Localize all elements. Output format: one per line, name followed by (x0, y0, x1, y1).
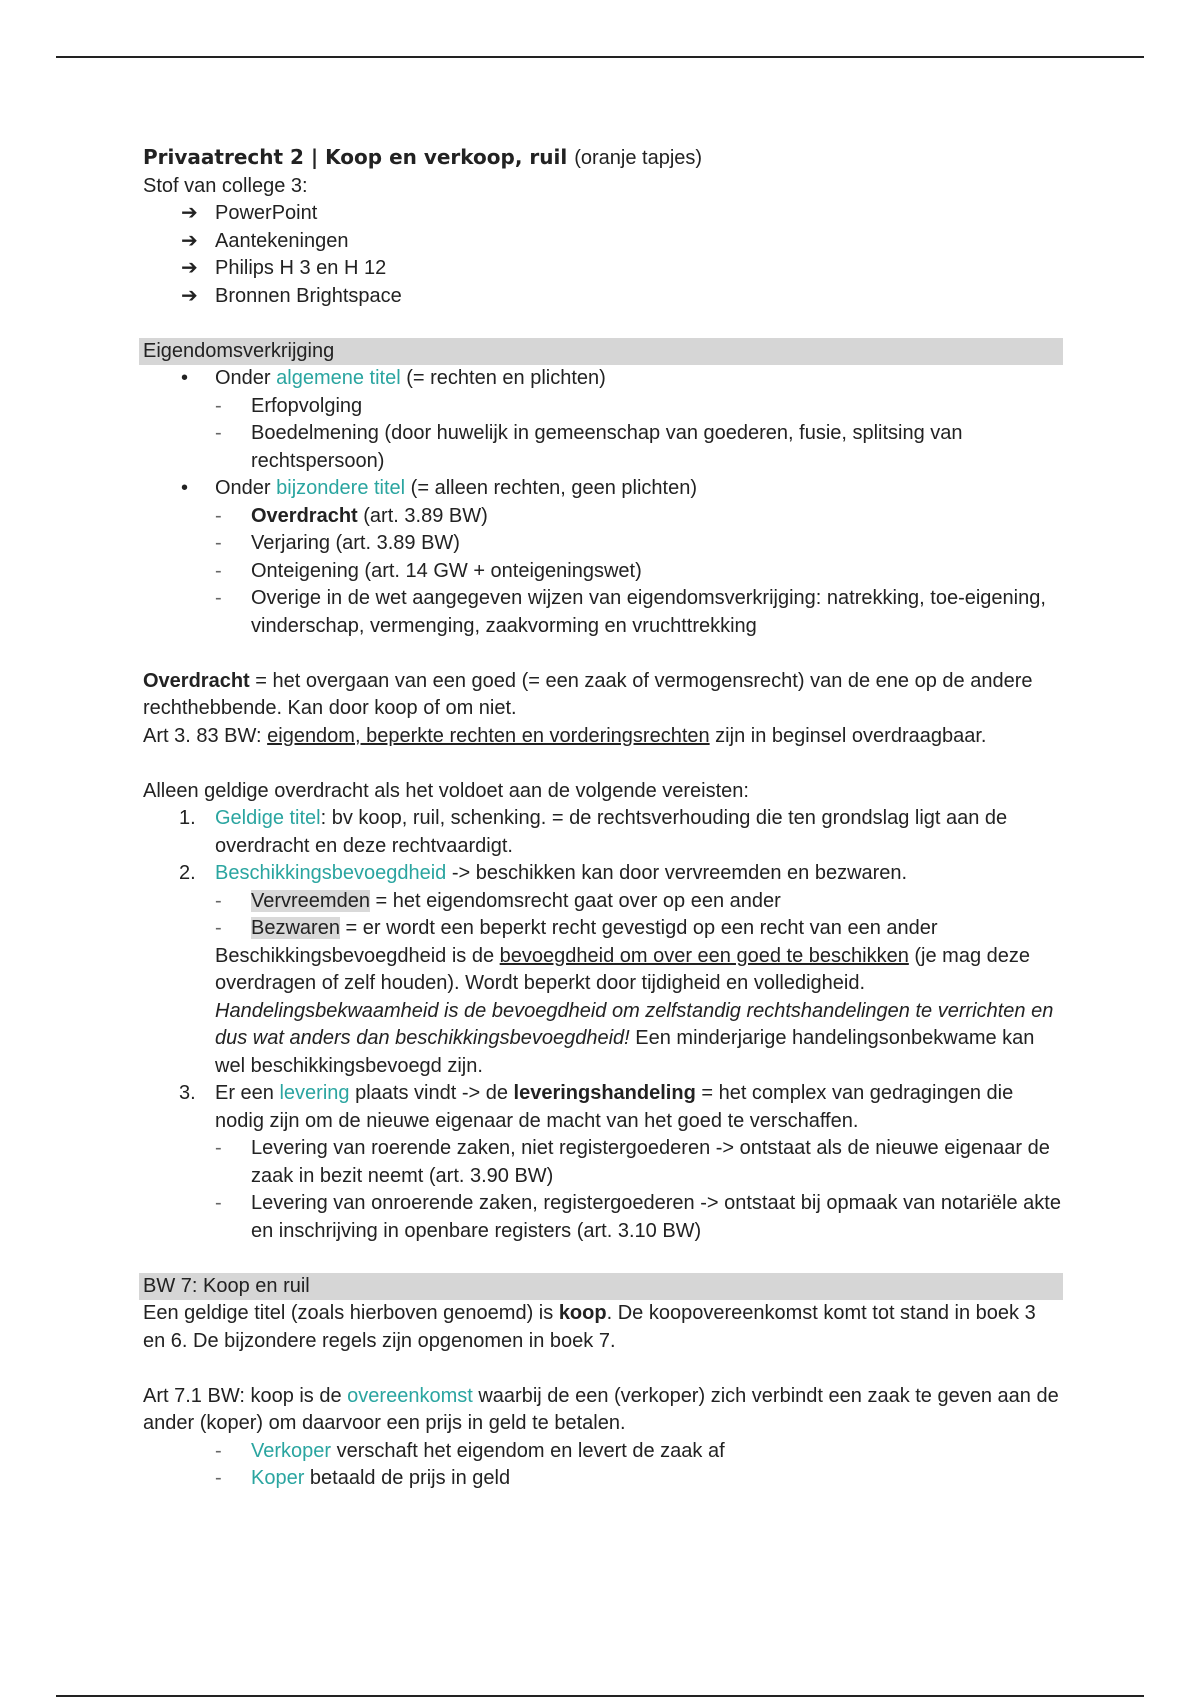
dash-icon: - (215, 532, 222, 554)
numbered-item: 1. Geldige titel: bv koop, ruil, schenking. = de rechtsverhouding die ten grondslag ligt aan de overdracht en deze rechtvaardigt. (179, 807, 1008, 857)
dash-icon: - (215, 559, 222, 582)
arrow-icon: ➔ (181, 202, 198, 224)
list-item: ➔ PowerPoint (143, 200, 1063, 228)
list-item: ➔ Aantekeningen (143, 228, 1063, 256)
dash-icon: - (215, 504, 222, 527)
list-item: ➔ Bronnen Brightspace (143, 283, 1063, 311)
vereisten-intro: Alleen geldige overdracht als het voldoet aan de volgende vereisten: (143, 779, 749, 802)
dash-icon: - (215, 1467, 222, 1489)
dash-icon: - (215, 422, 222, 444)
bw7-paragraph-2: Art 7.1 BW: koop is de overeenkomst waarbij de een (verkoper) zich verbindt een zaak te geven aan de ander (koper) om daarvoor een prijs in geld te betalen. (143, 1384, 1059, 1434)
section-heading-bw7: BW 7: Koop en ruil (139, 1273, 1063, 1301)
term-algemene-titel: algemene titel (276, 367, 401, 389)
dash-icon: - (215, 1439, 222, 1462)
term-koper: Koper (251, 1467, 305, 1489)
bullet-icon: • (181, 477, 189, 499)
list-item: - Overdracht (art. 3.89 BW) (143, 503, 1063, 531)
term-bijzondere-titel: bijzondere titel (276, 477, 406, 499)
dash-icon: - (215, 1137, 222, 1159)
arrow-icon: ➔ (181, 257, 198, 279)
term-levering: levering (279, 1082, 350, 1104)
list-item: - Erfopvolging (143, 393, 1063, 421)
title-note: (oranje tapjes) (574, 147, 703, 169)
term-geldige-titel: Geldige titel (215, 807, 321, 829)
arrow-icon: ➔ (181, 229, 198, 252)
numbered-item: 2. Beschikkingsbevoegdheid -> beschikken kan door vervreemden en bezwaren. (179, 862, 908, 884)
article-3-83: Art 3. 83 BW: eigendom, beperkte rechten en vorderingsrechten zijn in beginsel overdraagbaar. (143, 724, 987, 747)
bottom-rule (56, 1695, 1144, 1697)
list-item: - Boedelmening (door huwelijk in gemeenschap van goederen, fusie, splitsing van rechtspersoon) (215, 422, 963, 472)
term-beschikkingsbevoegdheid: Beschikkingsbevoegdheid (215, 862, 447, 884)
dash-icon: - (215, 394, 222, 417)
dash-icon: - (215, 917, 222, 939)
intro-heading: Stof van college 3: (143, 174, 308, 197)
page-title: Privaatrecht 2 | Koop en verkoop, ruil (oranje tapjes) (143, 145, 703, 169)
term-verkoper: Verkoper (251, 1439, 332, 1462)
arrow-icon: ➔ (181, 284, 198, 307)
list-item: • Onder bijzondere titel (= alleen rechten, geen plichten) (143, 475, 1063, 503)
numbered-item: 3. Er een levering plaats vindt -> de leveringshandeling = het complex van gedragingen die nodig zijn om de nieuwe eigenaar de macht van het goed te verschaffen. (179, 1082, 1014, 1132)
beschikking-paragraph: Beschikkingsbevoegdheid is de bevoegdheid om over een goed te beschikken (je mag deze overdragen of zelf houden). Wordt beperkt door tijdigheid en volledigheid. Handelingsbekwaamheid is de bevoegdheid om zelfstandig rechtshandelingen te verrichten en dus wat anders dan beschikkingsbevoegdheid! Een minderjarige handelingsonbekwame kan wel beschikkingsbevoegd zijn. (215, 944, 1054, 1077)
bullet-icon: • (181, 367, 189, 389)
dash-icon: - (215, 587, 222, 609)
list-item: • Onder algemene titel (= rechten en plichten) (143, 365, 1063, 393)
list-item: - Verjaring (art. 3.89 BW) (143, 530, 1063, 558)
list-item: - Levering van onroerende zaken, registergoederen -> ontstaat bij opmaak van notariële akte en inschrijving in openbare registers (art. 3.10 BW) (215, 1192, 1061, 1242)
list-item: ➔ Philips H 3 en H 12 (143, 255, 1063, 283)
list-item: - Verkoper verschaft het eigendom en levert de zaak af (143, 1438, 1063, 1466)
top-rule (56, 56, 1144, 58)
dash-icon: - (215, 889, 222, 912)
list-item: - Vervreemden = het eigendomsrecht gaat over op een ander (143, 888, 1063, 916)
bw7-paragraph-1: Een geldige titel (zoals hierboven genoemd) is koop. De koopovereenkomst komt tot stand in boek 3 en 6. De bijzondere regels zijn opgenomen in boek 7. (143, 1302, 1036, 1352)
overdracht-definition: Overdracht = het overgaan van een goed (= een zaak of vermogensrecht) van de ene op de andere rechthebbende. Kan door koop of om niet. (143, 669, 1033, 719)
list-item: - Levering van roerende zaken, niet registergoederen -> ontstaat als de nieuwe eigenaar de zaak in bezit neemt (art. 3.90 BW) (215, 1137, 1050, 1187)
dash-icon: - (215, 1192, 222, 1214)
list-item: - Koper betaald de prijs in geld (143, 1465, 1063, 1493)
term-overeenkomst: overeenkomst (347, 1384, 473, 1407)
list-item: - Onteigening (art. 14 GW + onteigeningswet) (143, 558, 1063, 586)
list-item: - Bezwaren = er wordt een beperkt recht gevestigd op een recht van een ander (143, 915, 1063, 943)
list-item: - Overige in de wet aangegeven wijzen van eigendomsverkrijging: natrekking, toe-eigening, vinderschap, vermenging, zaakvorming en vruchttrekking (215, 587, 1046, 637)
document-body (143, 144, 1063, 1493)
section-heading-eigendom: Eigendomsverkrijging (139, 338, 1063, 366)
